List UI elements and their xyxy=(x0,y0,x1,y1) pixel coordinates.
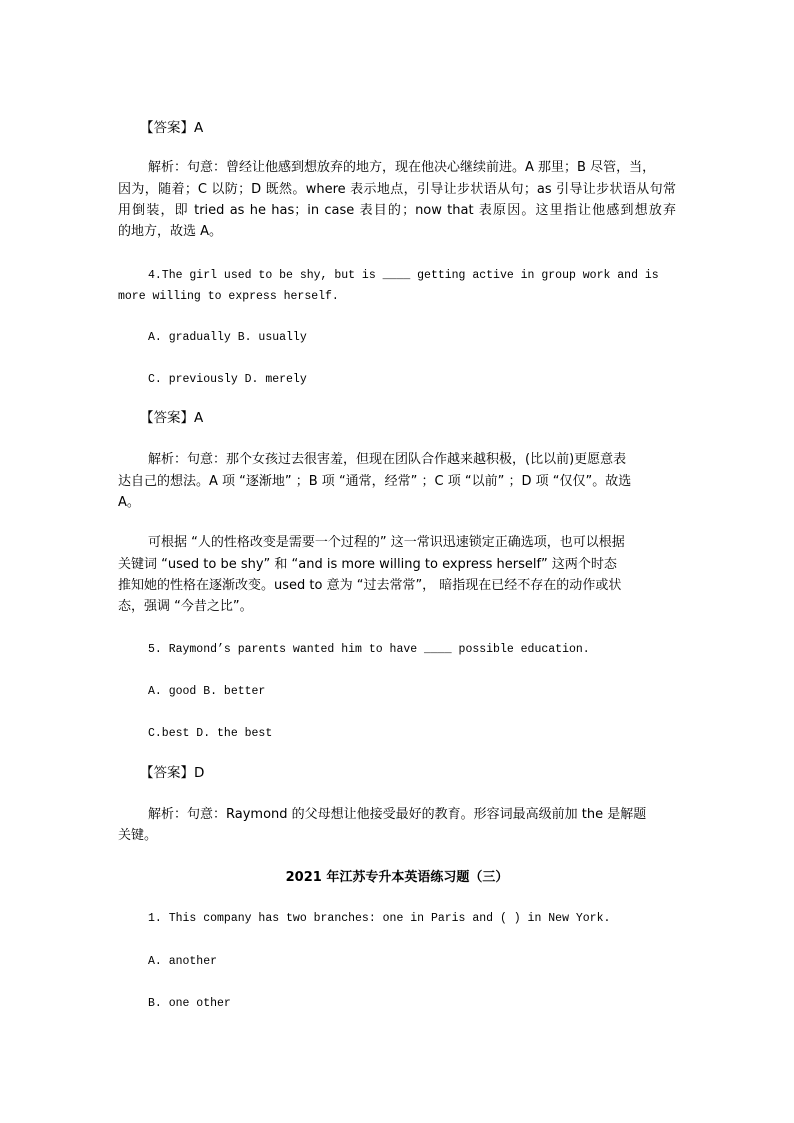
explanation-line: 解析：句意：那个女孩过去很害羞，但现在团队合作越来越积极，(比以前)更愿意表 xyxy=(148,452,627,467)
explanation-line: 关键。 xyxy=(118,828,158,843)
option-line: A. good B. better xyxy=(148,685,266,698)
option-line: C.best D. the best xyxy=(148,727,273,740)
explanation-line: 可根据 “人的性格改变是需要一个过程的” 这一常识迅速锁定正确选项，也可以根据 xyxy=(148,535,625,550)
explanation-line: 因为，随着；C 以防；D 既然。where 表示地点，引导让步状语从句；as 引导让步状语从句常 xyxy=(118,182,676,197)
explanation-line: 解析：句意：曾经让他感到想放弃的地方，现在他决心继续前进。A 那里；B 尽管，当， xyxy=(148,160,656,175)
explanation-line: 用倒装，即 tried as he has；in case 表目的；now that 表原因。这里指让他感到想放弃 xyxy=(118,203,676,218)
explanation-line: 解析：句意：Raymond 的父母想让他接受最好的教育。形容词最高级前加 the 是解题 xyxy=(148,807,647,822)
explanation-line: 达自己的想法。A 项 “逐渐地” ；B 项 “通常，经常” ；C 项 “以前” ；D 项 “仅仅”。故选 xyxy=(118,474,632,489)
option-line: B. one other xyxy=(148,997,231,1010)
explanation-line: 的地方，故选 A。 xyxy=(118,224,223,239)
answer-label: 【答案】D xyxy=(140,765,205,781)
question-line: 5. Raymond’s parents wanted him to have ____ possible education. xyxy=(148,643,590,656)
section-title: 2021 年江苏专升本英语练习题（三） xyxy=(285,870,509,885)
question-line: more willing to express herself. xyxy=(118,290,339,303)
answer-label: 【答案】A xyxy=(140,120,204,136)
option-line: A. another xyxy=(148,955,218,968)
explanation-line: 推知她的性格在逐渐改变。used to 意为 “过去常常”， 暗指现在已经不存在的动作或状 xyxy=(118,578,622,593)
option-line: C. previously D. merely xyxy=(148,373,307,386)
explanation-line: A。 xyxy=(118,495,140,510)
question-line: 1. This company has two branches: one in Paris and ( ) in New York. xyxy=(148,912,611,925)
explanation-line: 关键词 “used to be shy” 和 “and is more willing to express herself” 这两个时态 xyxy=(118,557,617,572)
answer-label: 【答案】A xyxy=(140,410,204,426)
explanation-line: 态，强调 “今昔之比”。 xyxy=(118,599,253,614)
question-line: 4.The girl used to be shy, but is ____ getting active in group work and is xyxy=(148,269,659,282)
option-line: A. gradually B. usually xyxy=(148,331,307,344)
